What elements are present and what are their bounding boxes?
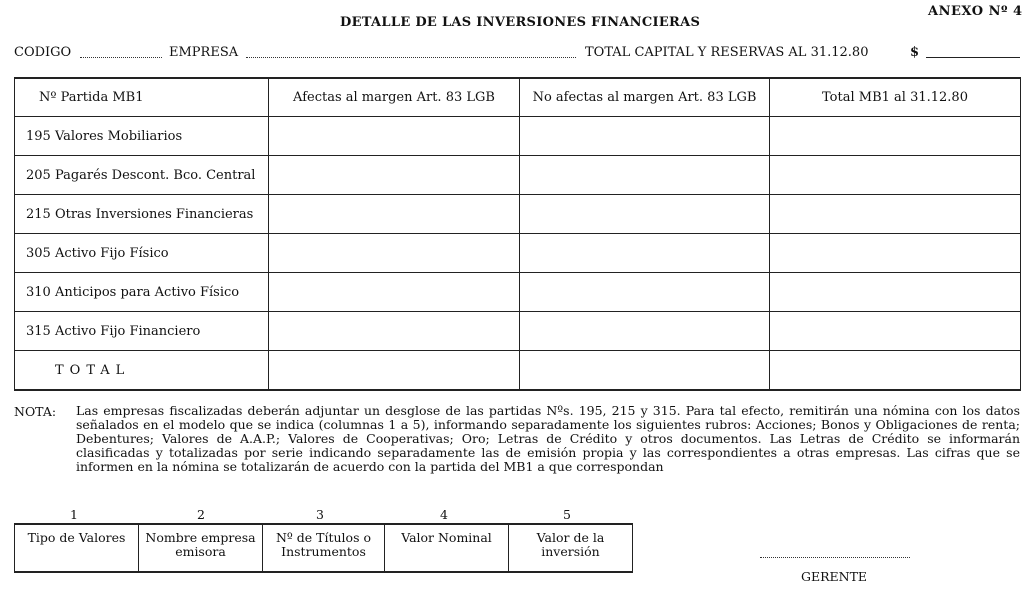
- row-label: 195 Valores Mobiliarios: [15, 117, 269, 156]
- column-number: 4: [440, 507, 448, 522]
- cell-input[interactable]: [520, 195, 770, 234]
- column-header: Valor de la inversión: [509, 524, 633, 572]
- total-capital-field[interactable]: [926, 57, 1020, 58]
- cell-input[interactable]: [770, 351, 1021, 391]
- table-row: [15, 195, 1021, 234]
- cell-input[interactable]: [269, 117, 520, 156]
- empresa-label: EMPRESA: [169, 45, 239, 60]
- column-header: Tipo de Valores: [15, 524, 139, 572]
- cell-input[interactable]: [770, 234, 1021, 273]
- column-number: 2: [197, 507, 205, 522]
- column-header: Nº Partida MB1: [15, 78, 269, 117]
- column-number: 5: [563, 507, 571, 522]
- column-header: Valor Nominal: [385, 524, 509, 572]
- row-label: 310 Anticipos para Activo Físico: [15, 273, 269, 312]
- column-number: 3: [316, 507, 324, 522]
- cell-input[interactable]: [269, 351, 520, 391]
- cell-input[interactable]: [520, 117, 770, 156]
- currency-symbol: $: [910, 45, 920, 60]
- codigo-label: CODIGO: [14, 45, 72, 60]
- column-header: Nº de Títulos o Instrumentos: [263, 524, 385, 572]
- column-header: No afectas al margen Art. 83 LGB: [520, 78, 770, 117]
- cell-input[interactable]: [520, 351, 770, 391]
- table-row: [15, 524, 633, 572]
- column-header: Afectas al margen Art. 83 LGB: [269, 78, 520, 117]
- signature-label: GERENTE: [801, 569, 868, 584]
- cell-input[interactable]: [520, 156, 770, 195]
- cell-input[interactable]: [269, 195, 520, 234]
- total-row: [15, 351, 1021, 391]
- table-row: [15, 156, 1021, 195]
- row-label: 315 Activo Fijo Financiero: [15, 312, 269, 351]
- cell-input[interactable]: [520, 234, 770, 273]
- cell-input[interactable]: [269, 312, 520, 351]
- table-header-row: [15, 78, 1021, 117]
- column-header: Total MB1 al 31.12.80: [770, 78, 1021, 117]
- table-row: [15, 273, 1021, 312]
- row-label: 305 Activo Fijo Físico: [15, 234, 269, 273]
- column-number: 1: [70, 507, 78, 522]
- total-label: TOTAL: [15, 351, 269, 391]
- investments-table: [14, 77, 1021, 391]
- annex-number: ANEXO Nº 4: [928, 4, 1023, 19]
- cell-input[interactable]: [269, 273, 520, 312]
- column-header: Nombre empresa emisora: [139, 524, 263, 572]
- row-label: 205 Pagarés Descont. Bco. Central: [15, 156, 269, 195]
- cell-input[interactable]: [520, 273, 770, 312]
- cell-input[interactable]: [770, 195, 1021, 234]
- table-row: [15, 117, 1021, 156]
- cell-input[interactable]: [269, 234, 520, 273]
- page-title: DETALLE DE LAS INVERSIONES FINANCIERAS: [340, 15, 701, 30]
- cell-input[interactable]: [770, 273, 1021, 312]
- table-row: [15, 312, 1021, 351]
- empresa-field[interactable]: [246, 49, 576, 58]
- cell-input[interactable]: [770, 312, 1021, 351]
- cell-input[interactable]: [269, 156, 520, 195]
- total-capital-label: TOTAL CAPITAL Y RESERVAS AL 31.12.80: [585, 45, 869, 60]
- cell-input[interactable]: [770, 117, 1021, 156]
- cell-input[interactable]: [770, 156, 1021, 195]
- note-text: Las empresas fiscalizadas deberán adjuntar un desglose de las partidas Nºs. 195, 215 y 315. Para tal efecto, remitirán una nómina con los datos señalados en el modelo que se indica (columnas 1 a 5), informando separadamente los siguientes rubros: Acciones; Bonos y Obligaciones de renta; Debentures; Valores de A.A.P.; Valores de Cooperativas; Oro; Letras de Crédito y otros documentos. Las Letras de Crédito se informarán clasificadas y totalizadas por serie indicando separadamente las de emisión propia y las correspondientes a otras empresas. Las cifras que se informen en la nómina se totalizarán de acuerdo con la partida del MB1 a que correspondan: [76, 403, 1020, 474]
- codigo-field[interactable]: [80, 49, 162, 58]
- note-label: NOTA:: [14, 404, 57, 419]
- table-row: [15, 234, 1021, 273]
- model-table: [14, 523, 633, 573]
- row-label: 215 Otras Inversiones Financieras: [15, 195, 269, 234]
- cell-input[interactable]: [520, 312, 770, 351]
- signature-line[interactable]: [760, 557, 910, 558]
